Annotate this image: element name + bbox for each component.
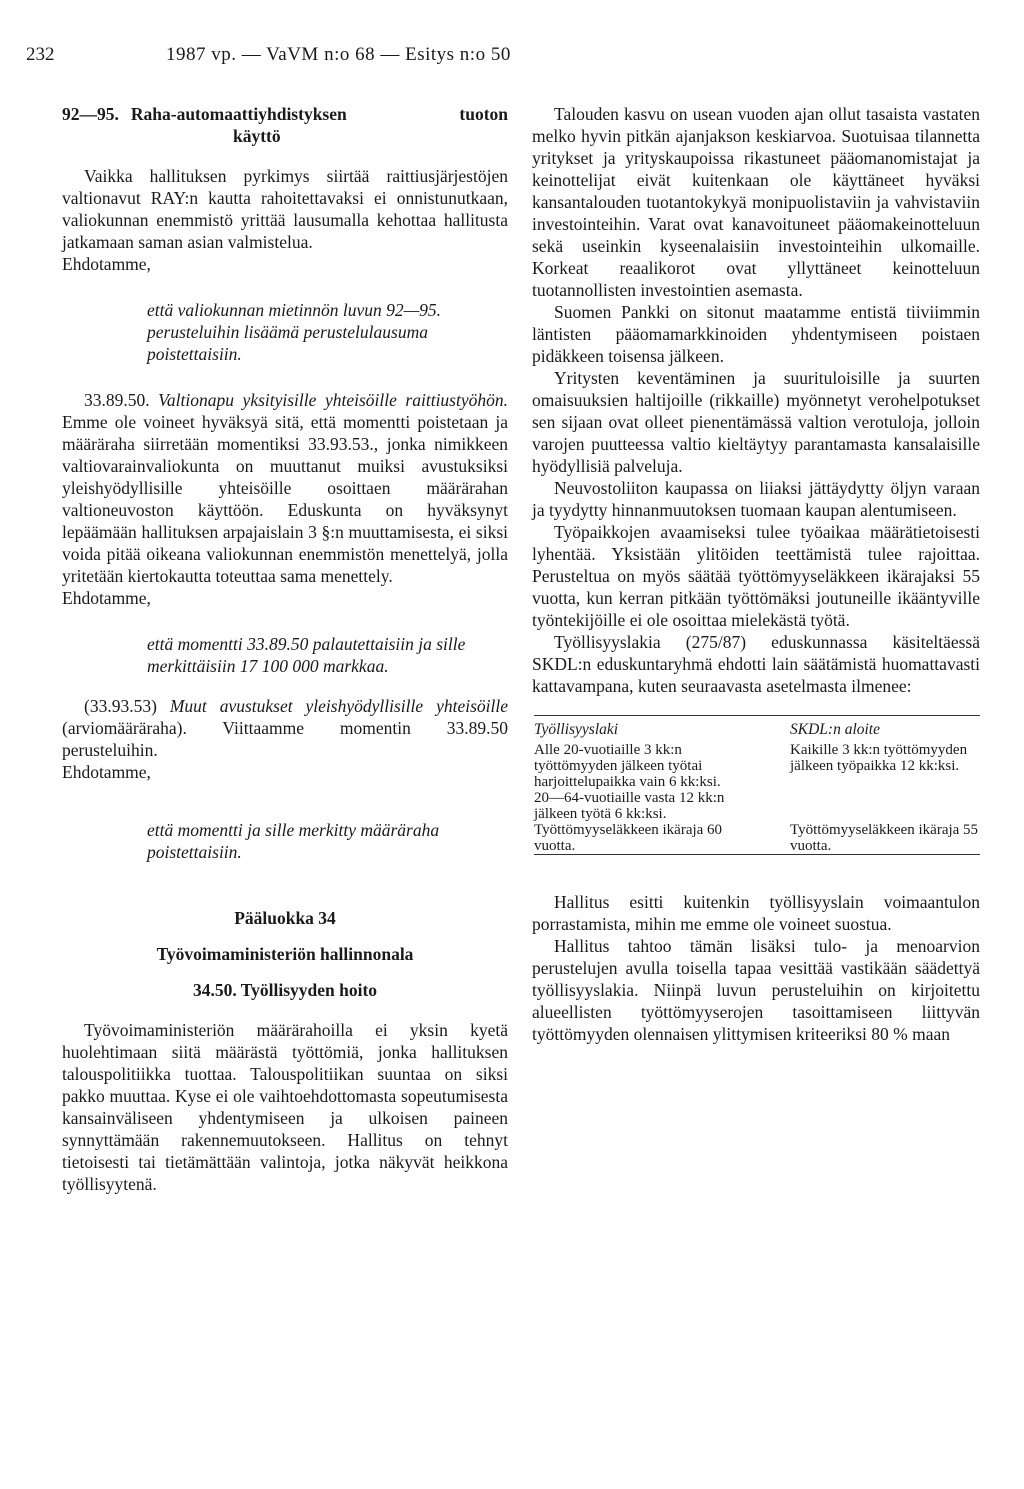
- right-column: [532, 103, 980, 1045]
- chapter-heading: 34.50. Työllisyyden hoito: [192, 980, 378, 1000]
- section-heading-title: Raha-automaattiyhdistyksen tuoton: [130, 104, 508, 124]
- section-heading-number: 92—95.: [62, 104, 119, 124]
- proposal-lead: Ehdotamme,: [62, 762, 151, 782]
- comparison-table: [534, 715, 980, 855]
- paragraph: Hallitus tahtoo tämän lisäksi tulo- ja menoarvion perustelujen avulla toisella tapaa vesittää vastikään säädettyä työllisyyslakia. Niinpä luvun perusteluihin on kirjoitettu alueellisten työttömyyserojen tasoittamiseen liittyvän työttömyyden olennaisen ylittymisen kriteeriksi 80 % maan: [532, 936, 980, 1044]
- table-cell: Työttömyyseläkkeen ikäraja 55 vuotta.: [780, 822, 980, 855]
- table-cell: Työttömyyseläkkeen ikäraja 60 vuotta.: [534, 822, 780, 855]
- left-column: [62, 103, 508, 1195]
- running-title: 1987 vp. — VaVM n:o 68 — Esitys n:o 50: [166, 44, 511, 65]
- item-text: Emme ole voineet hyväksyä sitä, että momentti poistetaan ja määräraha siirretään momentiksi 33.93.53., jonka nimikkeen valtiovarainvaliokunta on muuttanut muiksi avustuksiksi yleishyödyllisille yhteisöille osoittaen määrärahan valtioneuvoston käyttöön. Eduskunta on hyväksynyt lepäämään hallituksen arpajaislain 3 §:n muuttamisesta, ei siksi voida pitää oikeana valiokunnan enemmistön menettelyä, jolla yritetään kiertokautta toteuttaa sama menettely.: [62, 412, 508, 586]
- proposal: että momentti ja sille merkitty määräraha poistettaisiin.: [147, 820, 440, 862]
- table-row: [534, 822, 980, 855]
- table-header-law: Työllisyyslaki: [534, 716, 780, 743]
- paragraph: Suomen Pankki on sitonut maatamme entistä tiiviimmin läntisten pääomamarkkinoiden yhdentymiseen poistaen pidäkkeen toisensa jälkeen.: [532, 302, 980, 366]
- item-title: Valtionapu yksityisille yhteisöille raittiustyöhön.: [158, 390, 508, 410]
- item-code: (33.93.53): [84, 696, 157, 716]
- table-cell: [780, 790, 980, 822]
- page-header: [26, 44, 746, 72]
- paragraph: [62, 389, 508, 587]
- item-code: 33.89.50.: [84, 390, 150, 410]
- page-number: 232: [26, 44, 55, 65]
- paragraph: Hallitus esitti kuitenkin työllisyyslain voimaantulon porrastamista, mihin me emme ole voineet suostua.: [532, 892, 980, 934]
- table-row: [534, 742, 980, 790]
- paragraph: Työllisyyslakia (275/87) eduskunnassa käsiteltäessä SKDL:n eduskuntaryhmä ehdotti lain säätämistä huomattavasti kattavampana, kuten seuraavasta asetelmasta ilmenee:: [532, 632, 980, 696]
- proposal: että valiokunnan mietinnön luvun 92—95. perusteluihin lisäämä perustelulausuma poistettaisiin.: [147, 300, 442, 364]
- table-cell: Alle 20-vuotiaille 3 kk:n työttömyyden jälkeen työtai harjoittelupaikka vain 6 kk:ksi.: [534, 742, 721, 790]
- paragraph: Talouden kasvu on usean vuoden ajan ollut tasaista vastaten melko hyvin pitkän ajanjakson keskiarvoa. Suotuisaa tilannetta yritykset ja yrityskaupoissa rikastuneet pääomanomistajat ja keinottelijat eivät kuitenkaan ole käyttäneet hyväksi kansantalouden tuotantokykyä monipuolistaviin ja vahvistaviin investointeihin. Varat ovat kanavoituneet pääomakeinotteluun sekä useinkin kyseenalaisiin investointeihin ulkomaille. Korkeat reaalikorot ovat yllyttäneet keinotteluun tuotannollisten investointien asemasta.: [532, 104, 980, 300]
- table-cell: Kaikille 3 kk:n työttömyyden jälkeen työpaikka 12 kk:ksi.: [790, 742, 968, 774]
- paragraph: Vaikka hallituksen pyrkimys siirtää raittiusjärjestöjen valtionavut RAY:n kautta rahoitettavaksi ei onnistunutkaan, valiokunnan enemmistö yrittää lausumalla kehottaa hallitusta jatkamaan saman asian valmistelua.: [62, 166, 508, 252]
- table-cell: 20—64-vuotiaille vasta 12 kk:n jälkeen työtä 6 kk:ksi.: [534, 790, 725, 822]
- proposal-lead: Ehdotamme,: [62, 254, 151, 274]
- paragraph: Yritysten keventäminen ja suurituloisille ja suurten omaisuuksien haltijoille (rikkaille) myönnetyt verohelpotukset sen sijaan ovat olleet pienentämässä valtion verotuloja, jolloin varojen puutteessa valtio kieltäytyy parantamasta kansalaisille hyödyllisiä palveluja.: [532, 368, 980, 476]
- paragraph: [62, 695, 508, 761]
- item-title: Muut avustukset yleishyödyllisille yhteisöille: [169, 696, 508, 716]
- main-class-heading: Pääluokka 34: [234, 908, 336, 928]
- paragraph: Työvoimaministeriön määrärahoilla ei yksin kyetä huolehtimaan siitä määrästä työttömiä, jonka hallituksen talouspolitiikka tuottaa. Talouspolitiikan suuntaa on siksi pakko muuttaa. Kyse ei ole vaihtoehdottomasta sopeutumisesta kansainväliseen yhdentymiseen ja ulkoisen paineen synnyttämään rakennemuutokseen. Hallitus on tehnyt tietoisesti tai tietämättään valintoja, jotka näkyvät heikkona työllisyytenä.: [62, 1020, 508, 1194]
- item-text: (arviomääräraha). Viittaamme momentin 33.89.50 perusteluihin.: [62, 718, 508, 760]
- table-header-initiative: SKDL:n aloite: [780, 716, 980, 743]
- ministry-heading: Työvoimaministeriön hallinnonala: [156, 944, 414, 964]
- table-row: [534, 790, 980, 822]
- section-heading: [62, 103, 508, 125]
- proposal: että momentti 33.89.50 palautettaisiin ja sille merkittäisiin 17 100 000 markkaa.: [147, 634, 466, 676]
- paragraph: Työpaikkojen avaamiseksi tulee työaikaa määrätietoisesti lyhentää. Yksistään ylitöiden teettämistä tulee rajoittaa. Perusteltua on myös säätää työttömyyseläkkeen ikärajaksi 55 vuotta, kun kerran pitkään työttömäksi joutuneille ikääntyville työntekijöille ei ole osoittaa mielekästä työtä.: [532, 522, 980, 630]
- proposal-lead: Ehdotamme,: [62, 588, 151, 608]
- paragraph: Neuvostoliiton kaupassa on liiaksi jättäydytty öljyn varaan ja tyydytty hinnanmuutoksen tuomaan kaupan alentumiseen.: [532, 478, 980, 520]
- section-heading-title-cont: käyttö: [233, 126, 281, 146]
